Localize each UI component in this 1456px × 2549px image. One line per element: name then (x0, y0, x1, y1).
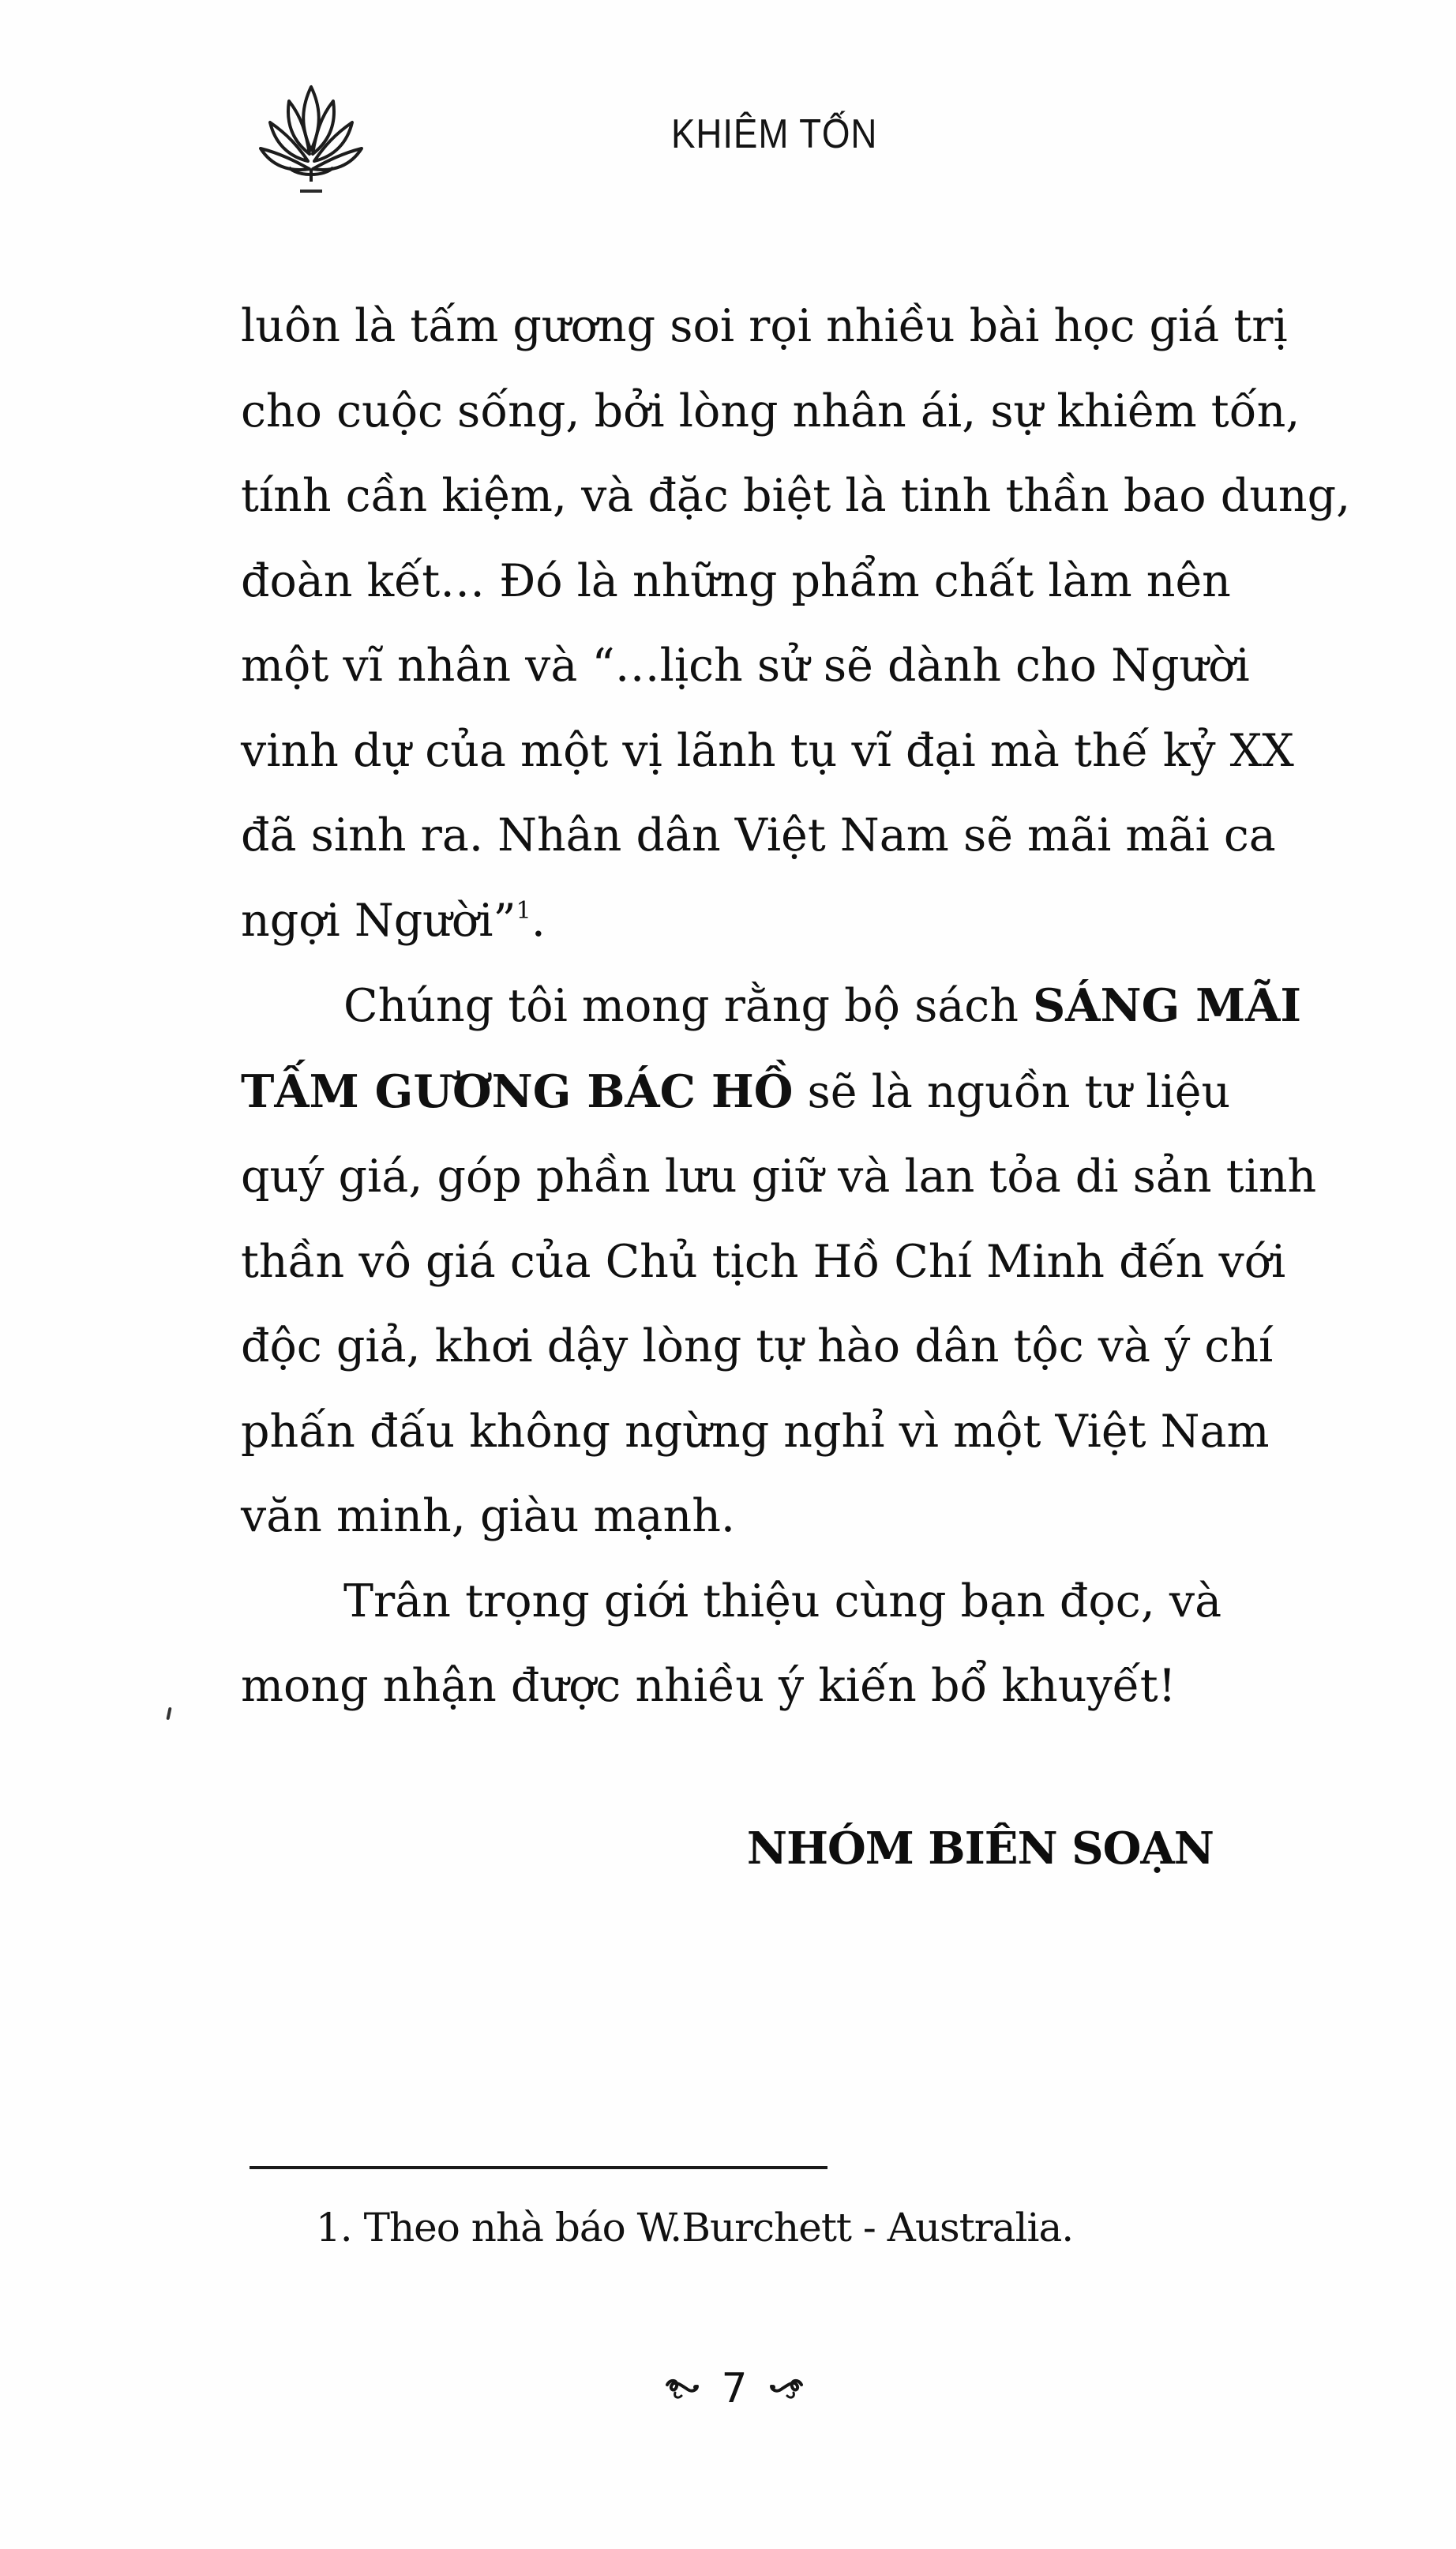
text-line: một vĩ nhân và “…lịch sử sẽ dành cho Người (241, 640, 1250, 692)
text-line: độc giả, khơi dậy lòng tự hào dân tộc và ý chí (241, 1320, 1274, 1372)
paragraph-2-intro: Chúng tôi mong rằng bộ sách (343, 980, 1034, 1032)
text-line: luôn là tấm gương soi rọi nhiều bài học giá trị (241, 300, 1288, 352)
sentence-period: . (531, 894, 546, 947)
footnote: 1. Theo nhà báo W.Burchett - Australia. (316, 2205, 1074, 2251)
running-head: KHIÊM TỐN (671, 111, 878, 157)
page-number: 7 (721, 2365, 748, 2412)
text-line: văn minh, giàu mạnh. (241, 1490, 736, 1542)
text-line: thần vô giá của Chủ tịch Hồ Chí Minh đến với (241, 1235, 1286, 1288)
paragraph-3 (241, 1560, 1222, 1729)
flourish-right-icon (768, 2375, 805, 2402)
text-line: Trân trọng giới thiệu cùng bạn đọc, và (343, 1575, 1222, 1627)
book-series-title-part-1: SÁNG MÃI (1033, 979, 1302, 1032)
text-line: mong nhận được nhiều ý kiến bổ khuyết! (241, 1660, 1176, 1712)
paragraph-1 (241, 284, 1351, 963)
book-series-title-part-2: TẤM GƯƠNG BÁC HỒ (241, 1064, 794, 1118)
text-line (241, 879, 1214, 964)
paragraph-2-continuation: sẽ là nguồn tư liệu (793, 1065, 1231, 1118)
text-line: phấn đấu không ngừng nghỉ vì một Việt Nam (241, 1405, 1270, 1458)
footnote-reference[interactable]: 1 (516, 896, 531, 925)
lotus-icon (254, 79, 369, 197)
quote-end-text: ngợi Người” (241, 894, 516, 947)
text-line: đã sinh ra. Nhân dân Việt Nam sẽ mãi mãi ca (241, 809, 1276, 862)
text-line: cho cuộc sống, bởi lòng nhân ái, sự khiêm tốn, (241, 385, 1300, 437)
text-line: vinh dự của một vị lãnh tụ vĩ đại mà thế kỷ XX (241, 724, 1294, 777)
paragraph-2 (241, 963, 1317, 1560)
body-text (241, 284, 1351, 1729)
page-header (0, 0, 1456, 237)
signature: NHÓM BIÊN SOẠN (746, 1823, 1214, 1875)
text-line: tính cần kiệm, và đặc biệt là tinh thần bao dung, (241, 470, 1351, 522)
footnote-divider (250, 2166, 827, 2169)
text-line: quý giá, góp phần lưu giữ và lan tỏa di sản tinh (241, 1151, 1317, 1203)
text-line (241, 963, 1302, 1049)
page-footer (647, 2357, 821, 2420)
flourish-left-icon (664, 2375, 700, 2402)
text-line (241, 1049, 1231, 1136)
scan-speck (166, 1707, 171, 1720)
text-line: đoàn kết… Đó là những phẩm chất làm nên (241, 554, 1231, 607)
